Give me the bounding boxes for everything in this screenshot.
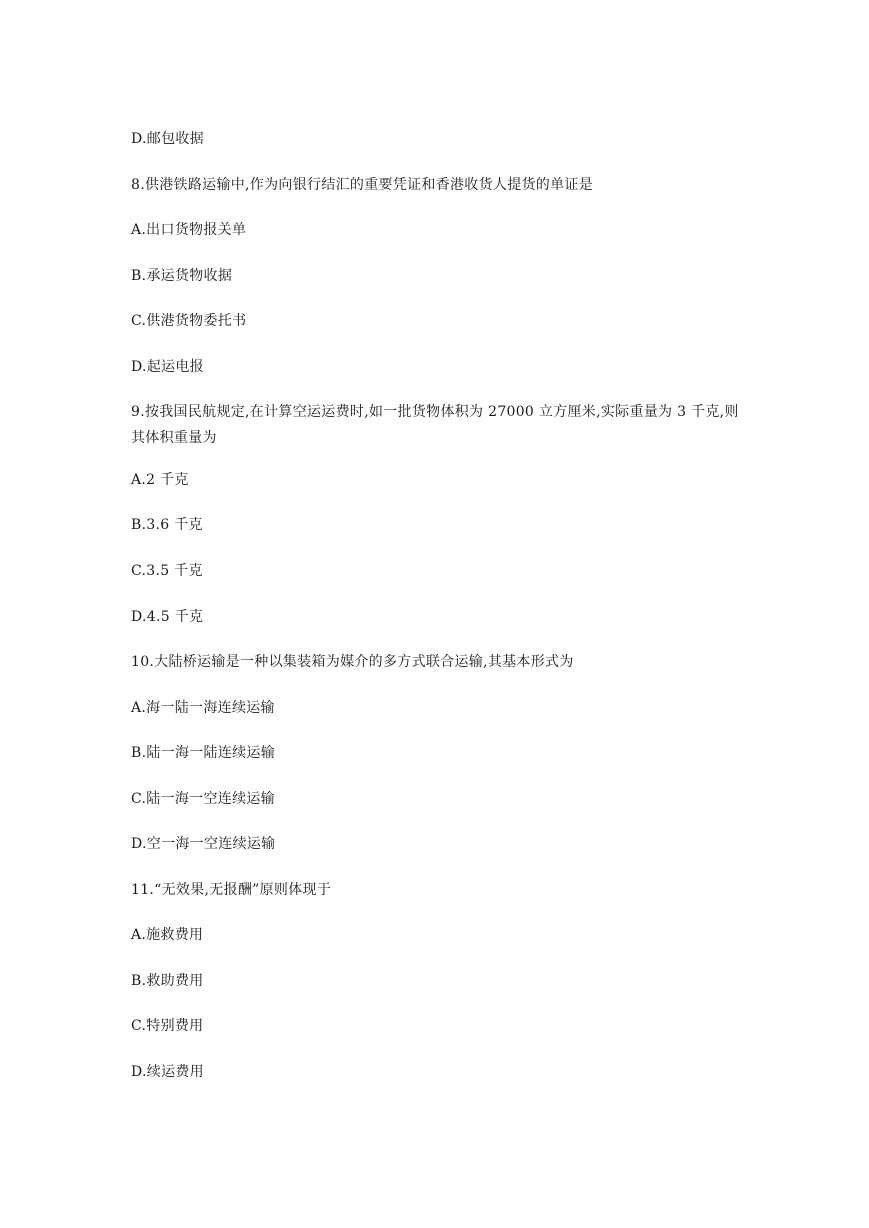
q8-question-stem: 8.供港铁路运输中,作为向银行结汇的重要凭证和香港收货人提货的单证是: [131, 177, 594, 193]
q10-option-b: B.陆一海一陆连续运输: [131, 745, 276, 761]
q11-option-b: B.救助费用: [131, 973, 204, 989]
q8-option-b: B.承运货物收据: [131, 268, 233, 284]
q9-option-a: A.2 千克: [131, 472, 189, 488]
q9-option-b: B.3.6 千克: [131, 517, 203, 533]
q9-question-stem: 9.按我国民航规定,在计算空运运费时,如一批货物体积为 27000 立方厘米,实际重量为 3 千克,则其体积重量为: [131, 404, 739, 446]
q10-option-c: C.陆一海一空连续运输: [131, 791, 275, 807]
q11-option-c: C.特别费用: [131, 1018, 204, 1034]
q10-option-d: D.空一海一空连续运输: [131, 836, 276, 852]
q10-option-a: A.海一陆一海连续运输: [131, 700, 275, 716]
q7-option-d: D.邮包收据: [131, 131, 204, 147]
q8-option-a: A.出口货物报关单: [131, 222, 247, 238]
q8-option-d: D.起运电报: [131, 359, 204, 375]
q11-option-a: A.施救费用: [131, 927, 204, 943]
q9-option-d: D.4.5 千克: [131, 609, 204, 625]
q10-question-stem: 10.大陆桥运输是一种以集装箱为媒介的多方式联合运输,其基本形式为: [131, 654, 574, 670]
q8-option-c: C.供港货物委托书: [131, 313, 247, 329]
q11-question-stem: 11.“无效果,无报酬”原则体现于: [131, 882, 332, 898]
q11-option-d: D.续运费用: [131, 1064, 204, 1080]
q9-option-c: C.3.5 千克: [131, 563, 203, 579]
